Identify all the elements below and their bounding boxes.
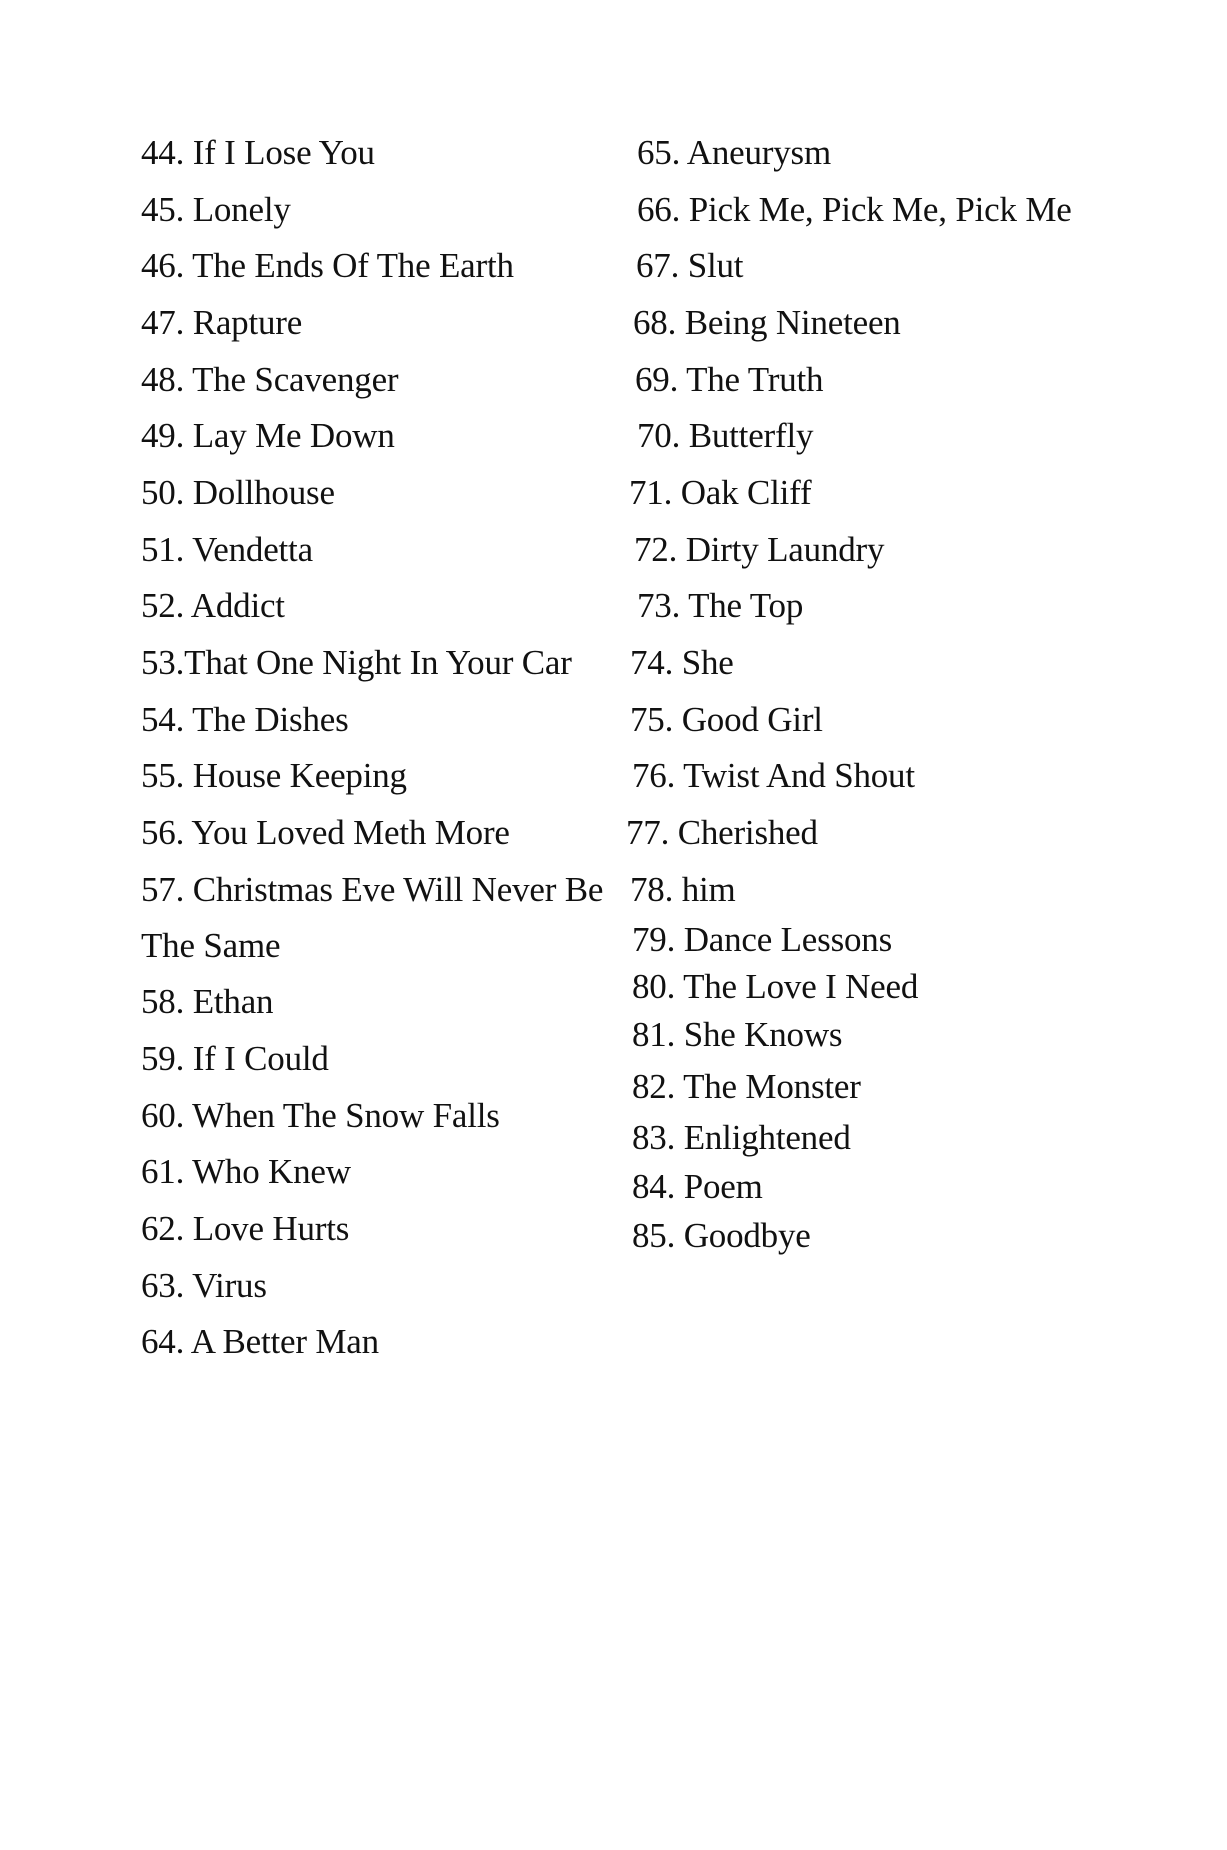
list-item: 66. Pick Me, Pick Me, Pick Me	[637, 190, 1072, 229]
list-item: 62. Love Hurts	[141, 1209, 350, 1248]
list-item: 57. Christmas Eve Will Never Be	[141, 870, 604, 909]
list-item: 51. Vendetta	[141, 530, 313, 569]
list-item: 72. Dirty Laundry	[634, 530, 885, 569]
list-item: 69. The Truth	[635, 360, 824, 399]
list-item: 79. Dance Lessons	[632, 920, 893, 959]
list-item: 45. Lonely	[141, 190, 291, 229]
list-item: 59. If I Could	[141, 1039, 329, 1078]
list-item: 70. Butterfly	[637, 416, 814, 455]
list-item: 60. When The Snow Falls	[141, 1096, 500, 1135]
list-item: 73. The Top	[637, 586, 804, 625]
list-item: 67. Slut	[636, 246, 744, 285]
list-item: The Same	[141, 926, 281, 965]
list-item: 54. The Dishes	[141, 700, 349, 739]
list-item: 83. Enlightened	[632, 1118, 851, 1157]
list-item: 61. Who Knew	[141, 1152, 351, 1191]
list-item: 50. Dollhouse	[141, 473, 335, 512]
list-item: 75. Good Girl	[630, 700, 823, 739]
list-item: 52. Addict	[141, 586, 285, 625]
list-item: 68. Being Nineteen	[633, 303, 901, 342]
list-item: 77. Cherished	[626, 813, 818, 852]
list-item: 63. Virus	[141, 1266, 267, 1305]
list-item: 49. Lay Me Down	[141, 416, 395, 455]
list-item: 47. Rapture	[141, 303, 303, 342]
list-item: 44. If I Lose You	[141, 133, 375, 172]
list-item: 46. The Ends Of The Earth	[141, 246, 514, 285]
list-item: 71. Oak Cliff	[629, 473, 812, 512]
list-item: 74. She	[630, 643, 734, 682]
list-item: 65. Aneurysm	[637, 133, 831, 172]
list-item: 85. Goodbye	[632, 1216, 811, 1255]
list-item: 64. A Better Man	[141, 1322, 379, 1361]
list-item: 78. him	[630, 870, 736, 909]
list-item: 82. The Monster	[632, 1067, 861, 1106]
list-item: 56. You Loved Meth More	[141, 813, 510, 852]
list-item: 80. The Love I Need	[632, 967, 919, 1006]
list-item: 53.That One Night In Your Car	[141, 643, 572, 682]
list-item: 58. Ethan	[141, 982, 274, 1021]
list-item: 81. She Knows	[632, 1015, 843, 1054]
list-item: 76. Twist And Shout	[632, 756, 915, 795]
list-item: 84. Poem	[632, 1167, 763, 1206]
list-item: 55. House Keeping	[141, 756, 407, 795]
list-item: 48. The Scavenger	[141, 360, 399, 399]
